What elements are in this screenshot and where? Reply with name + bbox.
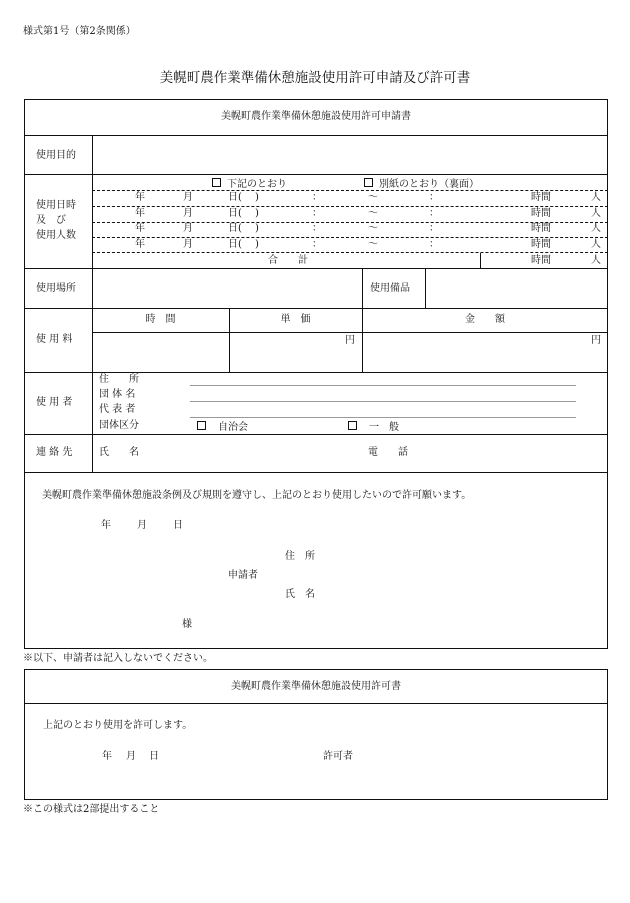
fee-column-amount: 金 額 [465,314,505,325]
usage-row-colon: ： [429,223,439,234]
usage-row-colon: ： [312,238,322,250]
purpose-label: 使用目的 [36,150,76,161]
usage-row-day: 日( [228,207,242,219]
place-field[interactable] [93,269,361,308]
permit-statement: 上記のとおり使用を許可します。 [43,720,193,731]
permit-date-year[interactable]: 年 [102,751,112,762]
usage-row-month: 月 [183,223,193,234]
usage-row-close-paren: ) [255,238,259,250]
usage-row-colon: ： [312,223,322,234]
usage-row-colon: ： [312,207,322,219]
user-group-name-line[interactable] [190,401,576,402]
user-group-name-label: 団 体 名 [99,389,136,400]
user-address-line[interactable] [190,385,576,386]
usage-row-month: 月 [183,192,193,203]
permit-date-month[interactable]: 月 [126,751,136,762]
fee-column-unit-price: 単 価 [280,314,311,325]
permit-title: 美幌町農作業準備休憩施設使用許可書 [231,681,401,692]
usage-row-year: 年 [135,192,145,203]
usage-row-year: 年 [135,223,145,234]
permit-date-day[interactable]: 日 [149,751,159,762]
usage-row-tilde: 〜 [368,192,378,203]
council-checkbox[interactable] [197,421,206,430]
fee-column-hours: 時 間 [145,314,176,325]
contact-phone-label: 電 話 [368,447,408,458]
user-representative-line[interactable] [190,417,576,418]
usage-row-people: 人 [591,238,601,250]
total-people[interactable]: 人 [591,255,601,266]
usage-row-people: 人 [591,223,601,234]
datetime-label-2: 及 び [36,215,66,226]
fee-label: 使 用 料 [36,334,73,345]
option-below[interactable]: 下記のとおり [212,178,287,190]
contact-name-label: 氏 名 [99,447,139,458]
applicant-address-label: 住 所 [285,551,315,562]
group-type-label: 団体区分 [99,420,139,431]
usage-row-tilde: 〜 [368,238,378,250]
total-hours[interactable]: 時間 [531,255,551,266]
app-date-day[interactable]: 日 [173,520,183,531]
usage-row-month: 月 [183,238,193,250]
usage-row-colon: ： [429,192,439,203]
usage-row-tilde: 〜 [368,207,378,219]
usage-row-month: 月 [183,207,193,219]
usage-row-colon: ： [312,192,322,203]
usage-row-day: 日( [228,223,242,234]
usage-row-year: 年 [135,238,145,250]
group-option-council[interactable]: 自治会 [197,421,248,433]
total-label: 合 計 [268,255,308,266]
usage-row-hours: 時間 [531,207,551,219]
declaration-text: 美幌町農作業準備休憩施設条例及び規則を遵守し、上記のとおり使用したいので許可願います。 [42,490,472,501]
option-attached-checkbox[interactable] [364,178,373,187]
user-representative-label: 代 表 者 [99,404,136,415]
purpose-field[interactable] [93,136,607,174]
usage-row-close-paren: ) [255,223,259,234]
option-below-checkbox[interactable] [212,178,221,187]
application-title: 美幌町農作業準備休憩施設使用許可申請書 [221,111,411,122]
usage-row-hours: 時間 [531,238,551,250]
group-option-general[interactable]: 一 般 [348,421,399,433]
honorific: 様 [182,619,192,630]
usage-row-colon: ： [429,207,439,219]
usage-row-tilde: 〜 [368,223,378,234]
document-title: 美幌町農作業準備休憩施設使用許可申請及び許可書 [159,70,471,86]
applicant-label: 申請者 [228,570,258,581]
fee-amount-field[interactable] [363,333,607,372]
applicant-name-label: 氏 名 [285,589,315,600]
usage-row-people: 人 [591,192,601,203]
usage-row-hours: 時間 [531,223,551,234]
usage-row-day: 日( [228,238,242,250]
unit-price-yen: 円 [345,335,355,346]
note-copies: ※この様式は2部提出すること [23,804,160,815]
datetime-label-1: 使用日時 [36,200,76,211]
general-checkbox[interactable] [348,421,357,430]
equipment-label: 使用備品 [370,283,410,294]
equipment-field[interactable] [426,269,607,308]
datetime-label-3: 使用人数 [36,230,76,241]
contact-label: 連 絡 先 [36,447,73,458]
usage-row-close-paren: ) [255,207,259,219]
amount-yen: 円 [591,335,601,346]
note-applicant: ※以下、申請者は記入しないでください。 [23,653,213,664]
usage-row-close-paren: ) [255,192,259,203]
usage-row-people: 人 [591,207,601,219]
usage-row-day: 日( [228,192,242,203]
fee-unit-price-field[interactable] [230,333,361,372]
form-number: 様式第1号（第2条関係） [23,26,136,37]
usage-row-colon: ： [429,238,439,250]
permitter-label: 許可者 [323,751,353,762]
app-date-year[interactable]: 年 [101,520,111,531]
place-label: 使用場所 [36,283,76,294]
option-attached[interactable]: 別紙のとおり（裏面） [364,178,479,190]
usage-row-year: 年 [135,207,145,219]
fee-hours-field[interactable] [93,333,228,372]
user-address-label: 住 所 [99,374,139,385]
usage-row-hours: 時間 [531,192,551,203]
app-date-month[interactable]: 月 [137,520,147,531]
user-label: 使 用 者 [36,397,73,408]
